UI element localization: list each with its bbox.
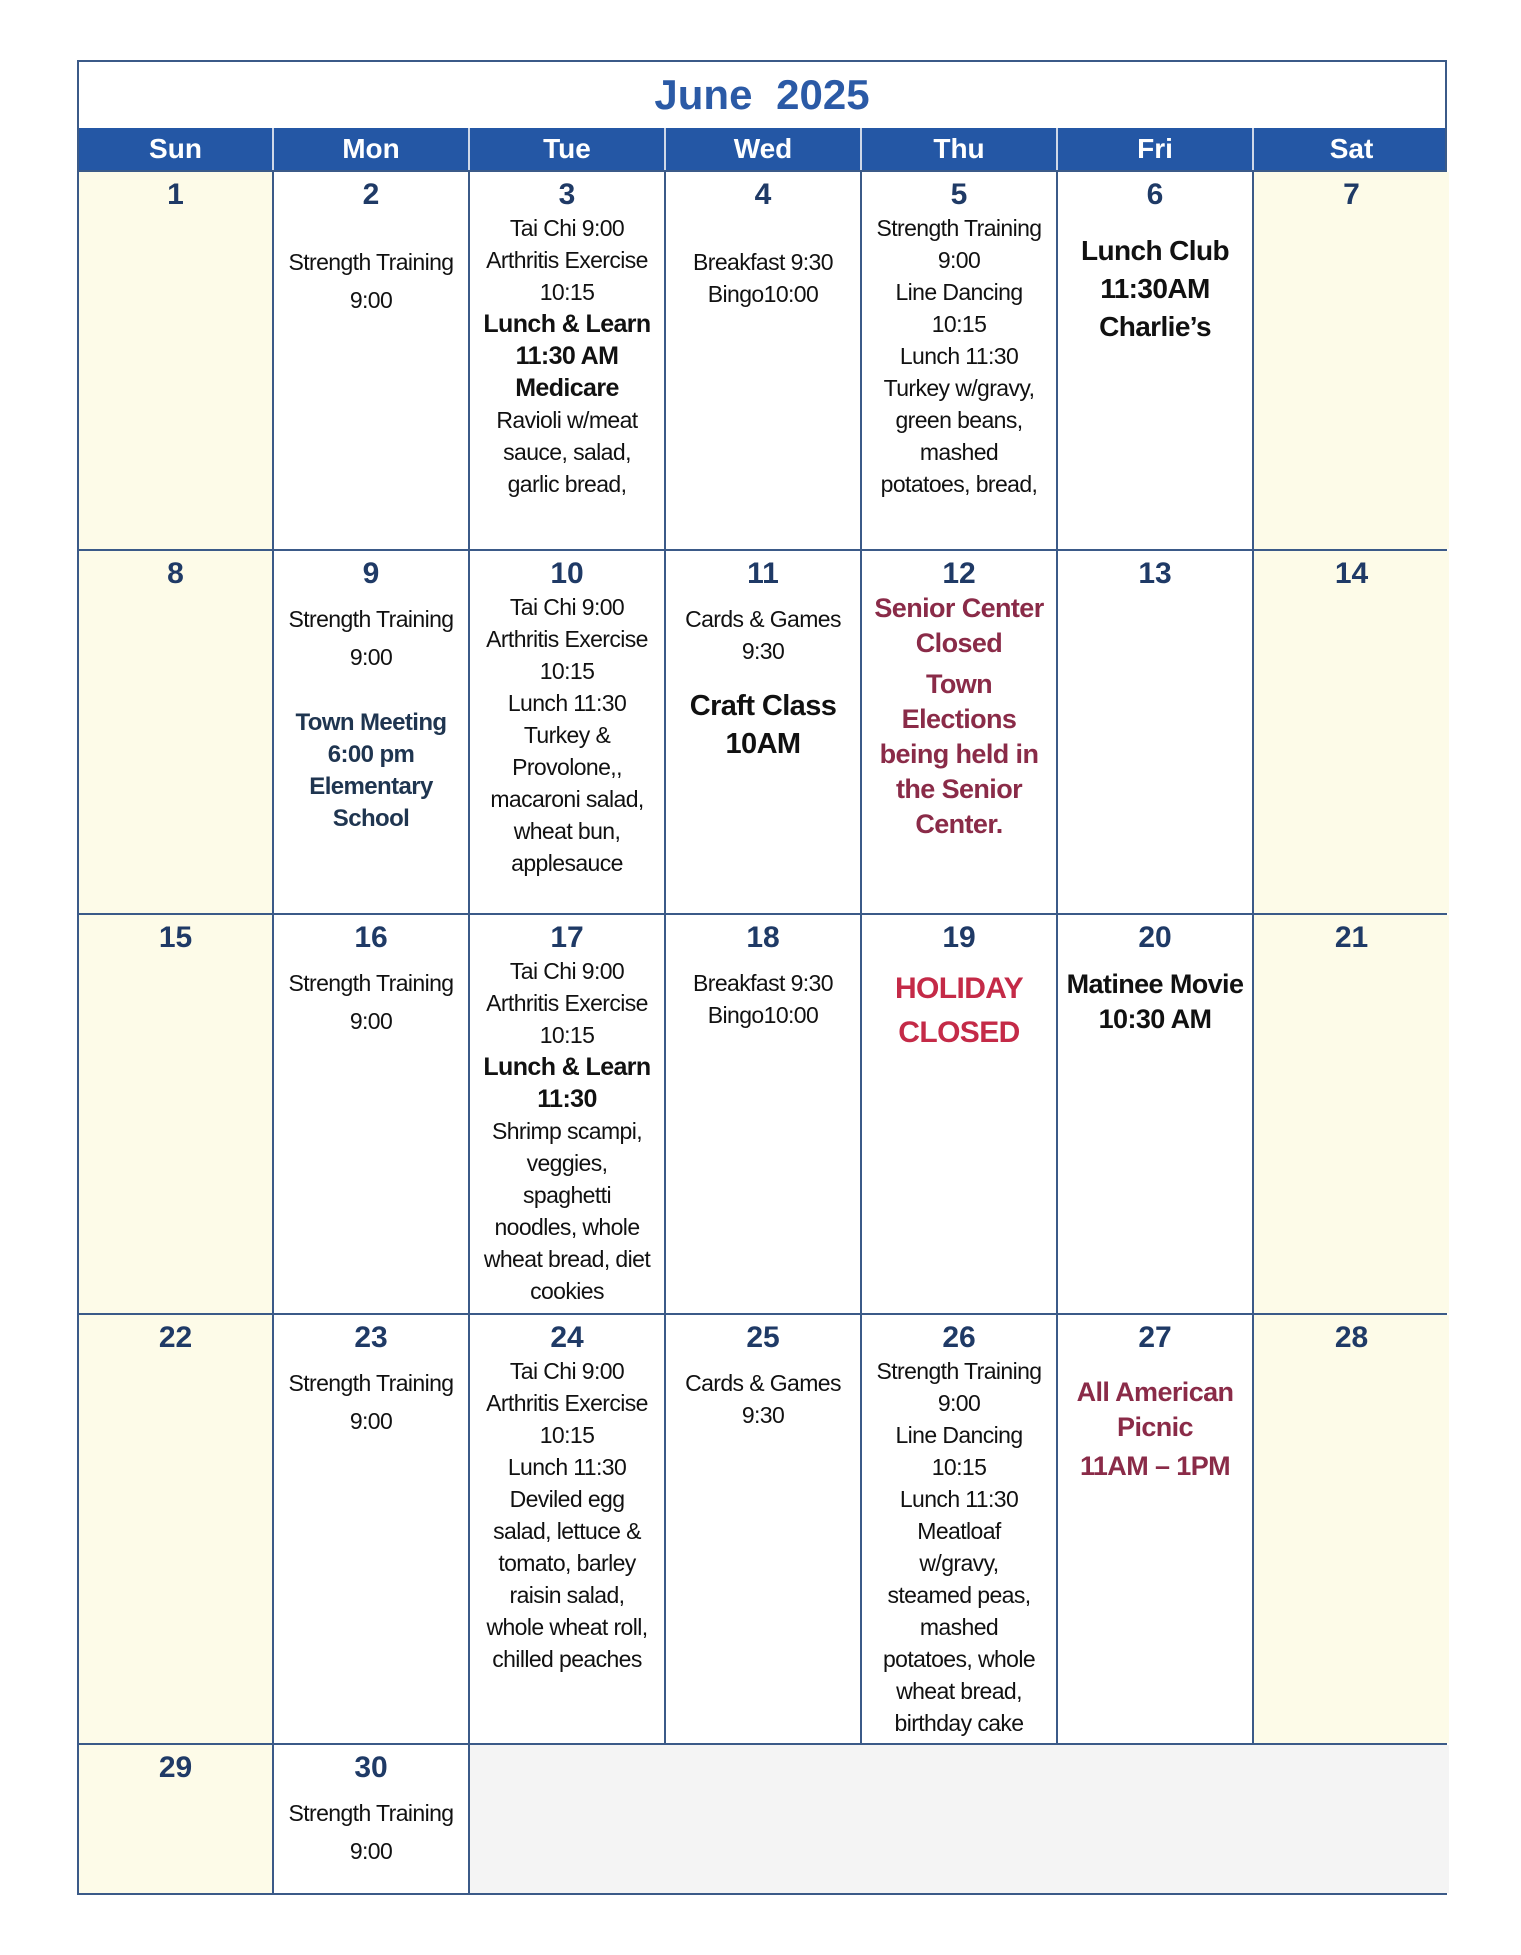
week-3 (79, 913, 1445, 1313)
event-line: 10:15 (931, 1454, 987, 1480)
day-cell-9 (274, 551, 470, 913)
event-line: 11:30 AM (515, 342, 619, 370)
day-number: 7 (1343, 178, 1360, 211)
event-line: 10:15 (539, 1422, 595, 1448)
event-line: 9:30 (741, 638, 785, 664)
day-cell-29 (79, 1745, 274, 1893)
day-number: 8 (167, 557, 184, 590)
event-line: wheat bun, (513, 818, 621, 844)
event-line: Meatloaf (917, 1518, 1001, 1544)
event-line: Cards & Games (685, 1370, 841, 1396)
event-line: Picnic (1117, 1412, 1193, 1442)
event-line: Strength Training (288, 1800, 454, 1826)
event-line: Elections (901, 704, 1017, 734)
day-number: 11 (747, 557, 779, 590)
day-number: 16 (354, 921, 388, 954)
event-line: 10:30 AM (1098, 1004, 1212, 1034)
event-line: mashed (919, 439, 999, 465)
event-line: Town Meeting (295, 709, 447, 736)
day-number: 13 (1138, 557, 1172, 590)
day-cell-2 (274, 172, 470, 549)
day-number: 14 (1334, 557, 1369, 590)
day-cell-8 (79, 551, 274, 913)
dow-tue: Tue (470, 128, 666, 170)
event-line: Elementary (309, 773, 433, 800)
day-number: 5 (950, 178, 968, 211)
event-line: School (332, 805, 410, 832)
event-line: Tai Chi 9:00 (509, 958, 625, 984)
event-line: Lunch 11:30 (899, 1486, 1019, 1512)
day-cell-5 (862, 172, 1058, 549)
day-number: 4 (754, 178, 772, 211)
dow-fri: Fri (1058, 128, 1254, 170)
event-line: 10:15 (539, 279, 595, 305)
event-line: 9:00 (349, 1838, 393, 1864)
event-line: 9:00 (937, 247, 981, 273)
day-number: 9 (362, 557, 380, 590)
day-number: 22 (158, 1321, 193, 1354)
event-line: Tai Chi 9:00 (509, 215, 625, 241)
day-number: 20 (1138, 921, 1172, 954)
event-line: Strength Training (876, 1358, 1042, 1384)
day-cell-22 (79, 1315, 274, 1743)
event-line: tomato, barley (498, 1550, 636, 1576)
day-cell-11 (666, 551, 862, 913)
event-line: wheat bread, (896, 1678, 1022, 1704)
event-line: 6:00 pm (327, 741, 415, 768)
event-line: raisin salad, (509, 1582, 625, 1608)
event-line: Arthritis Exercise (486, 990, 648, 1016)
event-line: Line Dancing (895, 279, 1023, 305)
dow-wed: Wed (666, 128, 862, 170)
event-line: 9:00 (349, 1408, 393, 1434)
event-line: Strength Training (876, 215, 1042, 241)
day-number: 26 (942, 1321, 976, 1354)
event-line: 9:00 (937, 1390, 981, 1416)
day-number: 24 (550, 1321, 584, 1354)
day-number: 10 (550, 557, 584, 590)
day-cell-23 (274, 1315, 470, 1743)
day-number: 12 (942, 557, 976, 590)
event-line: Senior Center (874, 593, 1044, 623)
event-line: noodles, whole (494, 1214, 640, 1240)
event-line: 10:15 (931, 311, 987, 337)
event-line: macaroni salad, (490, 786, 644, 812)
event-line: the Senior (895, 774, 1023, 804)
event-line: 10:15 (539, 1022, 595, 1048)
day-cell-7 (1254, 172, 1449, 549)
event-line: garlic bread, (507, 471, 627, 497)
event-line: birthday cake (894, 1710, 1024, 1736)
event-line: potatoes, whole (882, 1646, 1036, 1672)
event-line: 10AM (725, 728, 801, 760)
day-cell-14 (1254, 551, 1449, 913)
event-line: mashed (919, 1614, 999, 1640)
day-number: 19 (942, 921, 976, 954)
event-line: 11:30AM (1100, 273, 1210, 304)
event-line: Tai Chi 9:00 (509, 1358, 625, 1384)
day-cell-18 (666, 915, 862, 1313)
dow-sun: Sun (79, 128, 274, 170)
event-line: Strength Training (288, 1370, 454, 1396)
event-line: green beans, (895, 407, 1023, 433)
event-line: Arthritis Exercise (486, 1390, 648, 1416)
day-cell-6 (1058, 172, 1254, 549)
day-cell-24 (470, 1315, 666, 1743)
event-line: Lunch & Learn (483, 310, 651, 338)
event-line: 9:00 (349, 287, 393, 313)
event-line: Breakfast 9:30 (693, 249, 833, 275)
event-line: 9:30 (741, 1402, 785, 1428)
event-line: wheat bread, diet (483, 1246, 651, 1272)
day-cell-10 (470, 551, 666, 913)
day-number: 15 (158, 921, 193, 954)
day-cell-12 (862, 551, 1058, 913)
week-4 (79, 1313, 1445, 1743)
event-line: Lunch Club (1081, 235, 1229, 266)
day-number: 30 (354, 1751, 388, 1784)
empty-days-filler (470, 1745, 1449, 1893)
event-line: CLOSED (898, 1016, 1020, 1049)
event-line: Bingo10:00 (707, 1002, 819, 1028)
event-line: HOLIDAY (894, 972, 1024, 1005)
day-cell-26 (862, 1315, 1058, 1743)
day-cell-19 (862, 915, 1058, 1313)
event-line: Turkey & (523, 722, 611, 748)
day-cell-21 (1254, 915, 1449, 1313)
event-line: w/gravy, (919, 1550, 999, 1576)
day-cell-28 (1254, 1315, 1449, 1743)
week-1 (79, 170, 1445, 549)
event-line: Medicare (515, 374, 619, 402)
dow-thu: Thu (862, 128, 1058, 170)
day-number: 3 (558, 178, 576, 211)
day-cell-15 (79, 915, 274, 1313)
event-line: Arthritis Exercise (486, 247, 648, 273)
event-line: Line Dancing (895, 1422, 1023, 1448)
event-line: cookies (530, 1278, 604, 1304)
event-line: 9:00 (349, 644, 393, 670)
day-number: 29 (158, 1751, 193, 1784)
event-line: 10:15 (539, 658, 595, 684)
day-cell-20 (1058, 915, 1254, 1313)
event-line: Lunch 11:30 (507, 690, 627, 716)
event-line: Deviled egg (509, 1486, 625, 1512)
event-line: Strength Training (288, 970, 454, 996)
event-line: salad, lettuce & (493, 1518, 641, 1544)
event-line: Provolone,, (512, 754, 622, 780)
dow-sat: Sat (1329, 133, 1374, 164)
day-number: 27 (1138, 1321, 1172, 1354)
day-cell-27 (1058, 1315, 1254, 1743)
event-line: Lunch & Learn (483, 1053, 651, 1081)
day-number: 17 (550, 921, 584, 954)
event-line: Lunch 11:30 (507, 1454, 627, 1480)
event-line: veggies, (526, 1150, 608, 1176)
event-line: All American (1076, 1377, 1234, 1407)
event-line: Closed (915, 628, 1003, 658)
day-number: 23 (354, 1321, 388, 1354)
event-line: being held in (879, 739, 1039, 769)
calendar-title: June 2025 (654, 71, 870, 118)
day-cell-30 (274, 1745, 470, 1893)
day-number: 1 (167, 178, 184, 211)
event-line: Town (925, 669, 993, 699)
event-line: Strength Training (288, 606, 454, 632)
event-line: Ravioli w/meat (496, 407, 638, 433)
day-number: 6 (1146, 178, 1164, 211)
day-of-week-header (79, 128, 1445, 170)
day-number: 28 (1334, 1321, 1369, 1354)
event-line: Cards & Games (685, 606, 841, 632)
event-line: potatoes, bread, (880, 471, 1038, 497)
event-line: Charlie’s (1099, 311, 1211, 342)
event-line: applesauce (511, 850, 623, 876)
event-line: sauce, salad, (503, 439, 631, 465)
event-line: Craft Class (689, 690, 837, 722)
day-number: 2 (362, 178, 380, 211)
day-cell-3 (470, 172, 666, 549)
dow-mon: Mon (274, 128, 470, 170)
event-line: Center. (915, 809, 1003, 839)
calendar (77, 60, 1447, 1895)
event-line: 11AM – 1PM (1079, 1451, 1231, 1481)
day-cell-1 (79, 172, 274, 549)
day-cell-25 (666, 1315, 862, 1743)
event-line: Bingo10:00 (707, 281, 819, 307)
event-line: Strength Training (288, 249, 454, 275)
day-cell-13 (1058, 551, 1254, 913)
week-5 (79, 1743, 1445, 1893)
day-number: 21 (1334, 921, 1369, 954)
event-line: Turkey w/gravy, (883, 375, 1035, 401)
day-cell-16 (274, 915, 470, 1313)
event-line: Shrimp scampi, (491, 1118, 643, 1144)
event-line: 11:30 (537, 1085, 597, 1113)
event-line: steamed peas, (887, 1582, 1031, 1608)
event-line: whole wheat roll, (486, 1614, 648, 1640)
event-line: Tai Chi 9:00 (509, 594, 625, 620)
week-2 (79, 549, 1445, 913)
day-number: 18 (746, 921, 780, 954)
event-line: Matinee Movie (1066, 969, 1244, 999)
event-line: Breakfast 9:30 (693, 970, 833, 996)
event-line: chilled peaches (492, 1646, 642, 1672)
event-line: spaghetti (523, 1182, 611, 1208)
day-cell-17 (470, 915, 666, 1313)
event-line: Lunch 11:30 (899, 343, 1019, 369)
event-line: 9:00 (349, 1008, 393, 1034)
event-line: Arthritis Exercise (486, 626, 648, 652)
day-number: 25 (746, 1321, 780, 1354)
day-cell-4 (666, 172, 862, 549)
